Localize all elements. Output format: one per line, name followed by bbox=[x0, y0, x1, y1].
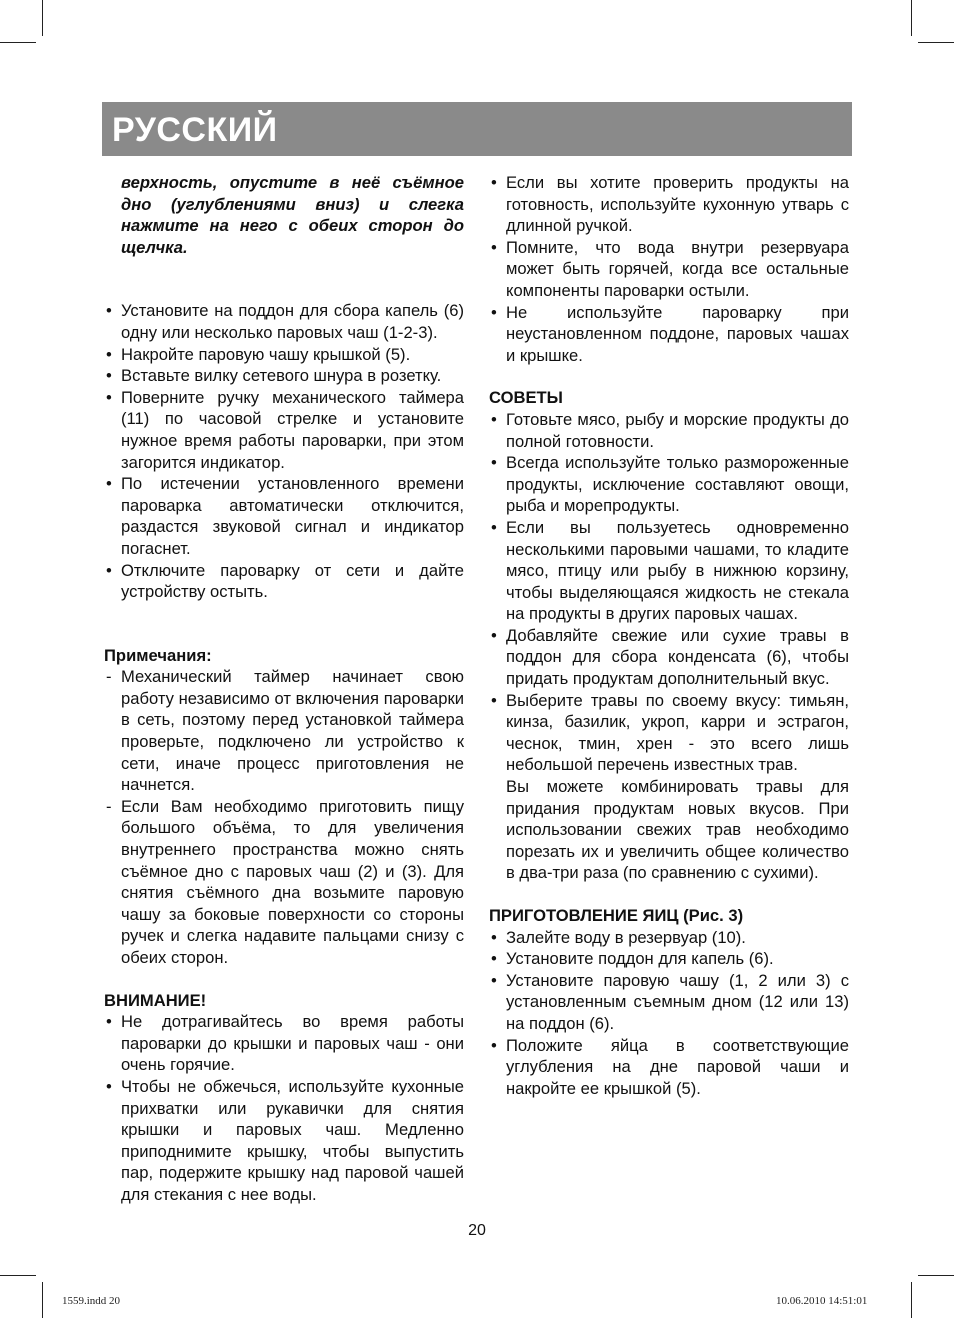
tips-list bbox=[489, 409, 849, 884]
attention-list bbox=[104, 1011, 464, 1205]
list-item: • Залейте воду в резервуар (10). bbox=[491, 927, 746, 947]
section-title: РУССКИЙ bbox=[112, 111, 278, 149]
list-item: • Добавляйте свежие или сухие травы в поддон для сбора конденсата (6), чтобы придать продуктам дополнительный вкус. bbox=[491, 625, 849, 689]
footer-timestamp: 10.06.2010 14:51:01 bbox=[776, 1295, 868, 1307]
crop-mark bbox=[918, 1275, 954, 1276]
eggs-list bbox=[489, 927, 849, 1100]
right-column bbox=[489, 172, 849, 1099]
list-item: • Если вы пользуетесь одновременно несколькими паровыми чашами, то кладите мясо, птицу или рыбу в нижнюю корзину, чтобы выделяющаяся жидкость не стекала на продукты в других паровых чашах. bbox=[491, 517, 849, 624]
list-item: • Накройте паровую чашу крышкой (5). bbox=[106, 344, 411, 364]
crop-mark bbox=[918, 42, 954, 43]
crop-mark bbox=[0, 42, 36, 43]
list-item: • Отключите пароварку от сети и дайте устройству остыть. bbox=[106, 560, 464, 602]
notes-list bbox=[104, 666, 464, 968]
list-item: • Не дотрагивайтесь во время работы пароварки до крышки и паровых чаш - они очень горячие. bbox=[106, 1012, 464, 1075]
crop-mark bbox=[42, 1282, 43, 1318]
list-item: • По истечении установленного времени пароварка автоматически отключится, раздастся звуковой сигнал и индикатор погаснет. bbox=[106, 474, 464, 558]
list-item: • Установите паровую чашу (1, 2 или 3) с установленным съемным дном (12 или 13) на поддон (6). bbox=[491, 970, 849, 1033]
section-header bbox=[102, 102, 852, 156]
left-column bbox=[104, 172, 464, 1206]
continued-list bbox=[489, 172, 849, 366]
eggs-heading: ПРИГОТОВЛЕНИЕ ЯИЦ (Рис. 3) bbox=[489, 906, 744, 925]
list-item: • Поверните ручку механического таймера (11) по часовой стрелке и установите нужное время работы пароварки, при этом загорится индикатор. bbox=[106, 387, 464, 472]
list-item: - Механический таймер начинает свою работу независимо от включения пароварки в сеть, поэтому перед установкой таймера проверьте, подключено ли устройство к сети, иначе процесс приготовления не начнется. bbox=[106, 667, 464, 795]
herbs-extra: Вы можете комбинировать травы для придания продуктам новых вкусов. При использовании свежих трав необходимо порезать их и увеличить общее количество в два-три раза (по сравнению с сухими). bbox=[506, 777, 849, 883]
crop-mark bbox=[911, 1282, 912, 1318]
list-item: • Выберите травы по своему вкусу: тимьян, кинза, базилик, укроп, карри и эстрагон, чеснок, тмин, хрен - это всего лишь небольшой перечень известных трав. Вы можете комбинировать травы для придания продуктам новых вкусов. При использовании свежих трав необходимо порезать их и увеличить общее количество в два-три раза (по сравнению с сухими). bbox=[491, 690, 849, 883]
list-item: • Установите на поддон для сбора капель (6) одну или несколько паровых чаш (1-2-3). bbox=[106, 301, 464, 342]
crop-mark bbox=[0, 1275, 36, 1276]
list-item: • Всегда используйте только размороженные продукты, исключение составляют овощи, рыба и морепродукты. bbox=[491, 453, 849, 516]
footer-file: 1559.indd 20 bbox=[62, 1295, 121, 1307]
crop-mark bbox=[42, 0, 43, 36]
notes-heading: Примечания: bbox=[104, 645, 212, 665]
list-item: • Не используйте пароварку при неустановленном поддоне, паровых чашах и крышке. bbox=[491, 302, 849, 365]
list-item: - Если Вам необходимо приготовить пищу большого объёма, то для увеличения внутреннего пространства можно снять съёмное дно с паровых чаш (2) и (3). Для снятия съёмного дна возьмите паровую чашу за боковые поверхности со стороны ручек и слегка надавите пальцами снизу с обеих сторон. bbox=[106, 796, 464, 967]
list-item: • Чтобы не обжечься, используйте кухонные прихватки или рукавички для снятия крышки и паровых чаш. Медленно приподнимите крышку, чтобы выпустить пар, подержите крышку над паровой чашей для стекания с нее воды. bbox=[106, 1076, 464, 1204]
crop-mark bbox=[911, 0, 912, 36]
page-number: 20 bbox=[468, 1222, 486, 1239]
list-item: • Если вы хотите проверить продукты на готовность, используйте кухонную утварь с длинной ручкой. bbox=[491, 173, 849, 236]
list-item: • Установите поддон для капель (6). bbox=[491, 949, 774, 969]
list-item: • Положите яйца в соответствующие углубления на дне паровой чаши и накройте ее крышкой (5). bbox=[491, 1035, 849, 1098]
attention-heading: ВНИМАНИЕ! bbox=[104, 990, 207, 1010]
list-item: • Готовьте мясо, рыбу и морские продукты до полной готовности. bbox=[491, 409, 849, 451]
steps-list bbox=[104, 300, 464, 602]
tips-heading: СОВЕТЫ bbox=[489, 388, 563, 408]
list-item: • Вставьте вилку сетевого шнура в розетку. bbox=[106, 366, 442, 386]
list-item: • Помните, что вода внутри резервуара может быть горячей, когда все остальные компоненты пароварки остыли. bbox=[491, 237, 849, 300]
lead-paragraph: верхность, опустите в неё съёмное дно (углублениями вниз) и слегка нажмите на него с обеих сторон до щелчка. bbox=[121, 173, 464, 257]
